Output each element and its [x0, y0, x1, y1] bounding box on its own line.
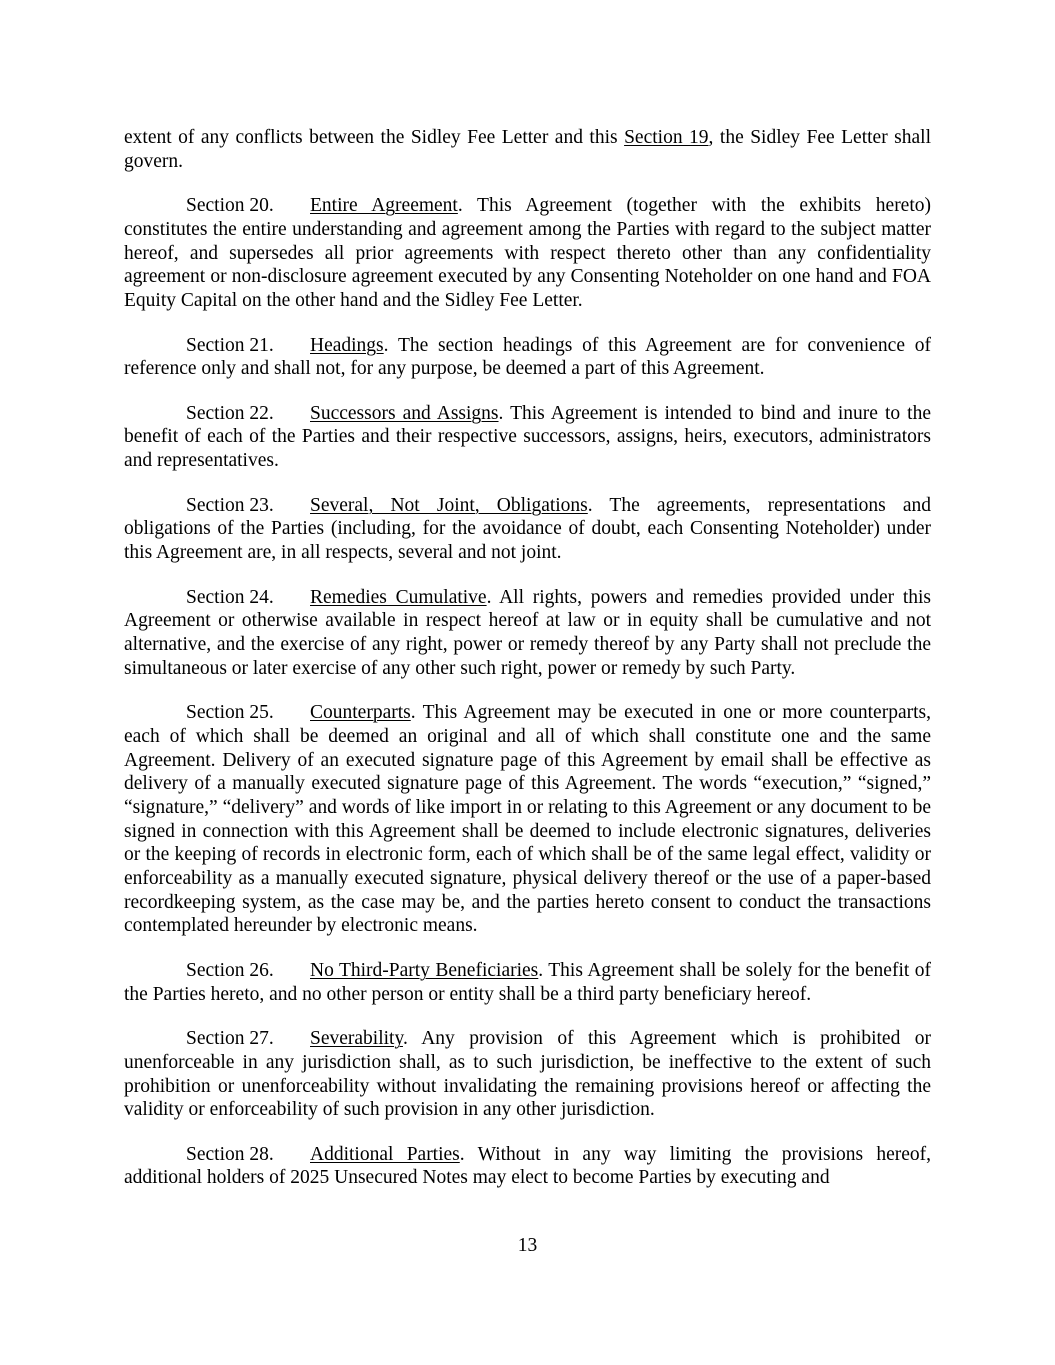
intro-paragraph [124, 126, 931, 173]
intro-text-end: , the Sidley Fee Letter shall govern. [124, 127, 931, 172]
section-number: Section 23. [186, 494, 274, 516]
section-number: Section 25. [186, 702, 274, 724]
section-27-severability [124, 1027, 931, 1122]
section-heading: No Third-Party Beneficiaries [310, 959, 539, 981]
section-number: Section 26. [186, 959, 274, 981]
section-heading: Several, Not Joint, Obligations [310, 494, 588, 516]
section-19-reference: Section 19 [624, 127, 709, 148]
section-25-counterparts [124, 701, 931, 938]
section-26-no-third-party-beneficiaries [124, 959, 931, 1006]
section-number: Section 22. [186, 402, 274, 424]
section-number: Section 27. [186, 1028, 274, 1050]
section-heading: Entire Agreement [310, 195, 458, 217]
section-heading: Severability [310, 1028, 403, 1050]
section-heading: Remedies Cumulative [310, 586, 487, 608]
section-number: Section 21. [186, 334, 274, 356]
section-body: . This Agreement shall be solely for the benefit of the Parties hereto, and no other person or entity shall be a third party beneficiary hereof. [124, 959, 931, 1005]
section-body: . The agreements, representations and obligations of the Parties (including, for the avoidance of doubt, each Consenting Noteholder) under this Agreement are, in all respects, several and not joint. [124, 494, 931, 564]
section-heading: Additional Parties [310, 1143, 460, 1165]
intro-text: extent of any conflicts between the Sidley Fee Letter and this [124, 127, 625, 148]
section-20-entire-agreement [124, 194, 931, 313]
section-21-headings [124, 334, 931, 381]
section-body: . All rights, powers and remedies provided under this Agreement or otherwise available in respect hereof at law or in equity shall be cumulative and not alternative, and the exercise of any right, power or remedy thereof by any Party shall not preclude the simultaneous or later exercise of any other such right, power or remedy by such Party. [124, 586, 931, 679]
section-number: Section 24. [186, 586, 274, 608]
section-heading: Successors and Assigns [310, 402, 499, 424]
section-24-remedies-cumulative [124, 586, 931, 681]
section-body: . Without in any way limiting the provisions hereof, additional holders of 2025 Unsecured Notes may elect to become Parties by executing and [124, 1143, 931, 1189]
section-28-additional-parties [124, 1143, 931, 1190]
section-heading: Headings [310, 334, 384, 356]
section-body: . This Agreement is intended to bind and inure to the benefit of each of the Parties and their respective successors, assigns, heirs, executors, administrators and representatives. [124, 402, 931, 472]
section-number: Section 20. [186, 195, 274, 217]
section-22-successors-and-assigns [124, 402, 931, 473]
section-heading: Counterparts [310, 702, 411, 724]
section-body: . The section headings of this Agreement are for convenience of reference only and shall not, for any purpose, be deemed a part of this Agreement. [124, 334, 931, 380]
section-23-several-obligations [124, 494, 931, 565]
document-page [124, 126, 931, 1211]
section-body: . This Agreement may be executed in one or more counterparts, each of which shall be deemed an original and all of which shall constitute one and the same Agreement. Delivery of an executed signature page of this Agreement by email shall be effective as delivery of a manually executed signature page of this Agreement. The words “execution,” “signed,” “signature,” “delivery” and words of like import in or relating to this Agreement or any document to be signed in connection with this Agreement shall be deemed to include electronic signatures, deliveries or the keeping of records in electronic form, each of which shall be of the same legal effect, validity or enforceability as a manually executed signature, physical delivery thereof or the use of a paper-based recordkeeping system, as the case may be, and the parties hereto consent to conduct the transactions contemplated hereunder by electronic means. [124, 702, 931, 937]
page-number: 13 [517, 1235, 538, 1256]
section-body: . This Agreement (together with the exhibits hereto) constitutes the entire understanding and agreement among the Parties with regard to the subject matter hereof, and supersedes all prior agreements with respect thereto other than any confidentiality agreement or non-disclosure agreement executed by any Consenting Noteholder on one hand and FOA Equity Capital on the other hand and the Sidley Fee Letter. [124, 195, 932, 312]
section-number: Section 28. [186, 1143, 274, 1165]
section-body: . Any provision of this Agreement which is prohibited or unenforceable in any jurisdiction shall, as to such jurisdiction, be ineffective to the extent of such prohibition or unenforceability without invalidating the remaining provisions hereof or affecting the validity or enforceability of such provision in any other jurisdiction. [124, 1028, 931, 1121]
